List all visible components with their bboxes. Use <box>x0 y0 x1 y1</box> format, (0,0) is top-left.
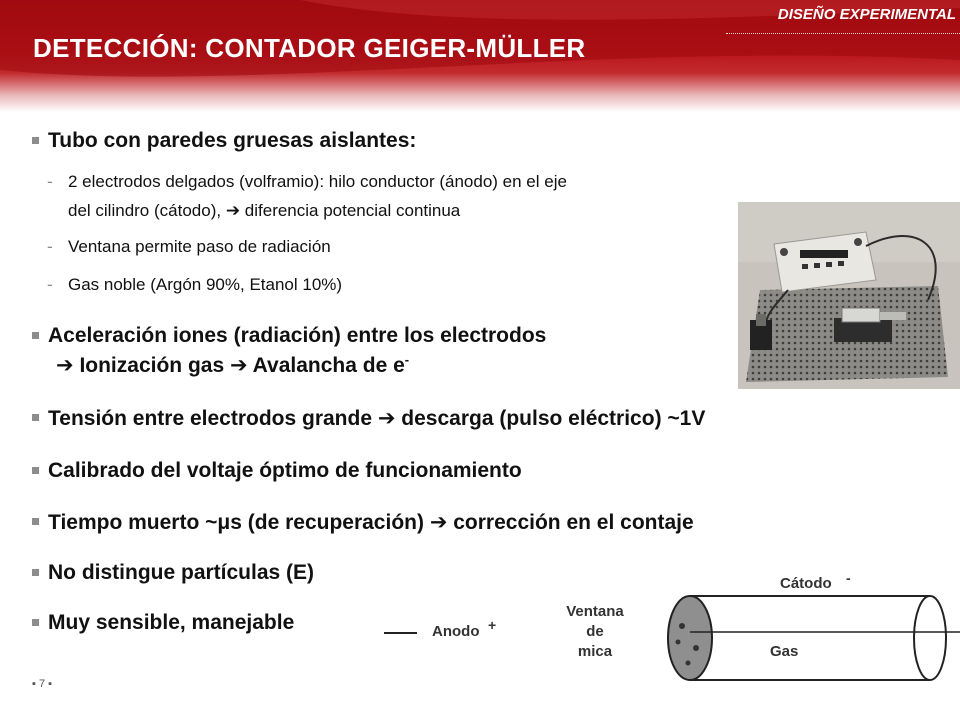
arrow-icon: ➔ <box>229 353 248 377</box>
page-number-value: 7 <box>38 678 46 690</box>
bullet-7-text: Muy sensible, manejable <box>48 611 295 634</box>
subitem-dash: - <box>47 275 53 294</box>
section-tag: DISEÑO EXPERIMENTAL <box>777 6 956 23</box>
page-number: ▪ 7 ▪ <box>32 678 53 690</box>
cathode-sign: - <box>846 570 851 586</box>
tube-end-ellipse <box>914 596 946 680</box>
arrow-icon: ➔ <box>225 201 241 221</box>
bullet-3-text-b: descarga (pulso eléctrico) ~1V <box>395 407 706 430</box>
bullet-marker <box>32 619 39 626</box>
slide-header <box>0 0 960 112</box>
bullet-5-text-a: Tiempo muerto ~μs (de recuperación) <box>48 511 430 534</box>
subitem-dash: - <box>47 237 53 256</box>
bullet-marker <box>32 569 39 576</box>
mica-window <box>668 596 712 680</box>
section-tag-rule <box>726 33 960 34</box>
subitem-1-1-line2-rest: diferencia potencial continua <box>240 201 461 220</box>
subitem-1-1-line2: del cilindro (cátodo), <box>68 201 226 220</box>
bullet-2-text: Aceleración iones (radiación) entre los electrodos <box>48 324 547 347</box>
gas-label: Gas <box>770 643 799 660</box>
geiger-tube-diagram <box>370 568 960 718</box>
subitem-1-2-text: Ventana permite paso de radiación <box>68 237 331 256</box>
anode-label: Anodo <box>432 623 480 640</box>
arrow-icon: ➔ <box>377 406 396 430</box>
anode-sign: + <box>488 617 497 633</box>
bullet-marker <box>32 518 39 525</box>
bullet-5-text-b: corrección en el contaje <box>447 511 694 534</box>
arrow-icon: ➔ <box>56 353 74 377</box>
bullet-6-text: No distingue partículas (E) <box>48 561 315 584</box>
bullet-2-line2-b: Avalancha de e <box>247 354 405 377</box>
slide-title: DETECCIÓN: CONTADOR GEIGER-MÜLLER <box>33 33 586 63</box>
window-label-3: mica <box>577 643 613 660</box>
bullet-3-text-a: Tensión entre electrodos grande <box>48 407 378 430</box>
bullet-marker <box>32 332 39 339</box>
subitem-1-1-line1: 2 electrodos delgados (volframio): hilo conductor (ánodo) en el eje <box>68 172 567 191</box>
subitem-1-3-text: Gas noble (Argón 90%, Etanol 10%) <box>68 275 343 294</box>
window-label-2: de <box>586 623 604 640</box>
subitem-dash: - <box>47 172 53 191</box>
bullet-marker <box>32 467 39 474</box>
bullet-1-text: Tubo con paredes gruesas aislantes: <box>48 129 417 152</box>
bullet-marker <box>32 137 39 144</box>
electron-superscript: - <box>404 352 410 367</box>
geiger-counter-photo <box>738 202 960 389</box>
bullet-2-line2 <box>56 352 409 378</box>
bullet-2-line2-a: Ionización gas <box>73 354 230 377</box>
arrow-icon: ➔ <box>429 510 448 534</box>
cathode-label: Cátodo <box>780 575 832 592</box>
bullet-marker <box>32 414 39 421</box>
window-label-1: Ventana <box>566 603 624 620</box>
bullet-4-text: Calibrado del voltaje óptimo de funcionamiento <box>48 459 522 482</box>
